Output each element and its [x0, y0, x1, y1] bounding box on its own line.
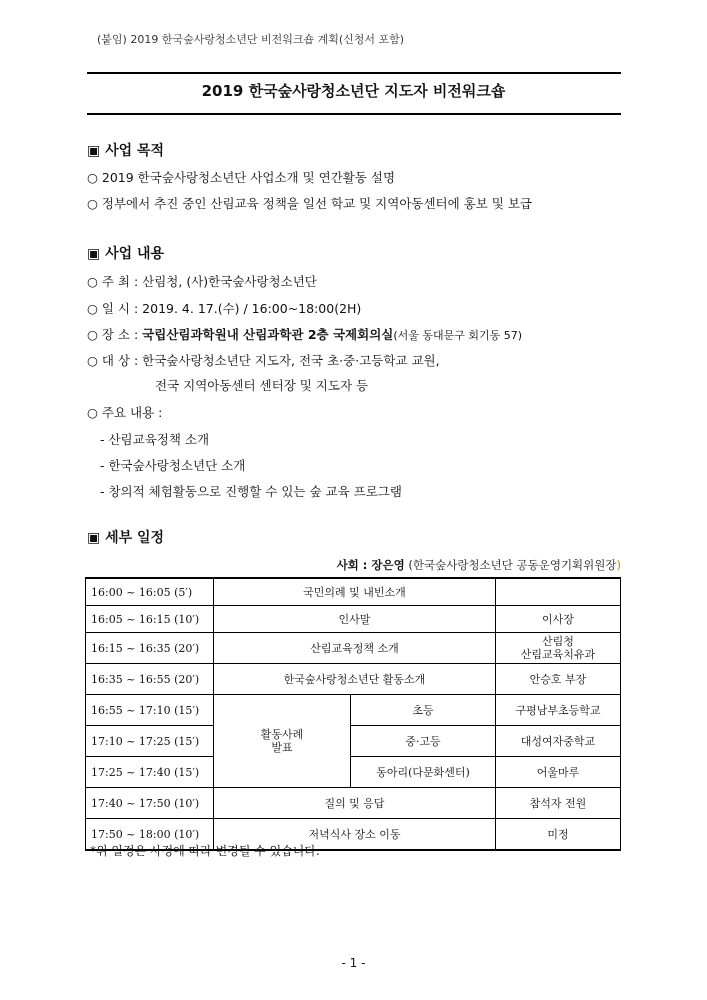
content-main-heading: ○ 주요 내용 :: [87, 405, 163, 420]
moderator-line: [337, 557, 621, 573]
venue-address: (서울 동대문구 회기동 57): [393, 329, 523, 342]
moderator-role: (한국숲사랑청소년단 공동운영기획위원장): [408, 558, 621, 572]
case-label-line: 발표: [271, 741, 293, 754]
table-row: [86, 633, 621, 664]
program-cell: 국민의례 및 내빈소개: [214, 578, 496, 606]
page-title: 2019 한국숲사랑청소년단 지도자 비전워크숍: [201, 82, 506, 100]
speaker-line: 산림교육치유과: [520, 648, 596, 661]
program-cell: 저녁식사 장소 이동: [214, 819, 496, 851]
speaker-cell: 어울마루: [496, 757, 621, 788]
content-venue: [87, 325, 522, 343]
page-number: - 1 -: [341, 956, 366, 970]
program-cell: 한국숲사랑청소년단 활동소개: [214, 664, 496, 695]
case-label-line: 활동사례: [260, 728, 304, 741]
speaker-cell: 안승호 부장: [496, 664, 621, 695]
time-cell: 17:10 ~ 17:25 (15′): [86, 726, 214, 757]
time-cell: 17:50 ~ 18:00 (10′): [86, 819, 214, 851]
speaker-cell: 대성여자중학교: [496, 726, 621, 757]
sub-program-cell: 초등: [351, 695, 496, 726]
speaker-cell: 참석자 전원: [496, 788, 621, 819]
main-item-3: - 창의적 체험활동으로 진행할 수 있는 숲 교육 프로그램: [100, 484, 402, 499]
program-cell: 산림교육정책 소개: [214, 633, 496, 664]
time-cell: 17:25 ~ 17:40 (15′): [86, 757, 214, 788]
content-date: ○ 일 시 : 2019. 4. 17.(수) / 16:00~18:00(2H): [87, 301, 362, 316]
table-row: [86, 695, 621, 726]
program-cell: 질의 및 응답: [214, 788, 496, 819]
speaker-line: 산림청: [542, 635, 574, 648]
sub-program-cell: 동아리(다문화센터): [351, 757, 496, 788]
speaker-cell: [496, 633, 621, 664]
sub-program-cell: 중·고등: [351, 726, 496, 757]
table-row: [86, 606, 621, 633]
speaker-cell: [496, 578, 621, 606]
purpose-item-2: ○ 정부에서 추진 중인 산림교육 정책을 일선 학교 및 지역아동센터에 홍보 및 보급: [87, 196, 532, 211]
time-cell: 16:35 ~ 16:55 (20′): [86, 664, 214, 695]
time-cell: 17:40 ~ 17:50 (10′): [86, 788, 214, 819]
section-purpose-heading: ▣ 사업 목적: [87, 143, 165, 159]
schedule-table: [85, 577, 621, 851]
venue-prefix: ○ 장 소 :: [87, 327, 143, 342]
table-row: [86, 757, 621, 788]
table-row: [86, 788, 621, 819]
table-row: [86, 578, 621, 606]
time-cell: 16:00 ~ 16:05 (5′): [86, 578, 214, 606]
time-cell: 16:15 ~ 16:35 (20′): [86, 633, 214, 664]
main-item-1: - 산림교육정책 소개: [100, 432, 210, 447]
speaker-cell: 구평남부초등학교: [496, 695, 621, 726]
program-cell: 인사말: [214, 606, 496, 633]
schedule-footnote: *위 일정은 사정에 따라 변경될 수 있습니다.: [90, 844, 320, 858]
purpose-item-1: ○ 2019 한국숲사랑청소년단 사업소개 및 연간활동 설명: [87, 170, 396, 185]
venue-name: 국립산림과학원내 산림과학관 2층 국제회의실: [142, 327, 394, 342]
moderator-label: 사회 : 장은영: [336, 558, 405, 572]
case-presentation-cell: [214, 695, 351, 788]
section-schedule-heading: ▣ 세부 일정: [87, 530, 165, 546]
speaker-cell: 이사장: [496, 606, 621, 633]
content-target-line1: ○ 대 상 : 한국숲사랑청소년단 지도자, 전국 초·중·고등학교 교원,: [87, 353, 440, 368]
title-rule-bottom: [87, 113, 621, 115]
title-rule-top: [87, 72, 621, 74]
section-content-heading: ▣ 사업 내용: [87, 246, 165, 262]
table-row: [86, 664, 621, 695]
main-item-2: - 한국숲사랑청소년단 소개: [100, 458, 246, 473]
speaker-cell: 미정: [496, 819, 621, 851]
content-target-line2: 전국 지역아동센터 센터장 및 지도자 등: [155, 378, 369, 393]
header-note: (붙임) 2019 한국숲사랑청소년단 비전워크숍 계획(신청서 포함): [97, 33, 405, 46]
table-row: [86, 726, 621, 757]
time-cell: 16:55 ~ 17:10 (15′): [86, 695, 214, 726]
content-host: ○ 주 최 : 산림청, (사)한국숲사랑청소년단: [87, 274, 317, 289]
time-cell: 16:05 ~ 16:15 (10′): [86, 606, 214, 633]
